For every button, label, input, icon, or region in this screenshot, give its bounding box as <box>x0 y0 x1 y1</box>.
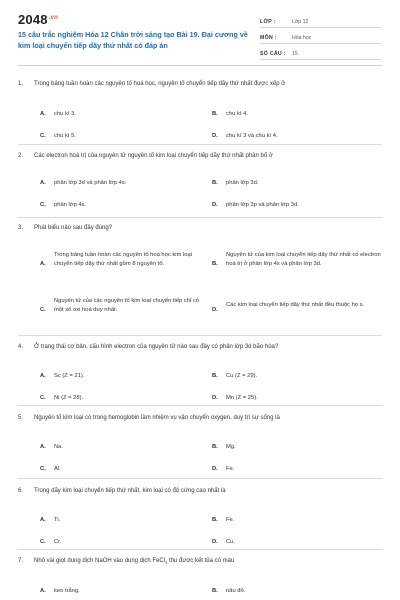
meta-class-key: LỚP : <box>260 19 276 25</box>
option-text: Mn (Z = 25). <box>226 395 258 401</box>
option-letter: D. <box>212 307 218 313</box>
question-text <box>34 557 382 567</box>
option-letter: C. <box>40 466 46 472</box>
question-stem <box>18 487 382 496</box>
question <box>18 414 382 472</box>
option-letter: A. <box>40 261 46 267</box>
option-letter: D. <box>212 202 218 208</box>
meta-class-value: Lớp 12 <box>292 19 309 25</box>
question-text: Trong dãy kim loại chuyển tiếp thứ nhất, kim loại có độ cứng cao nhất là <box>34 488 226 494</box>
option-a[interactable] <box>40 587 200 596</box>
question <box>18 224 382 313</box>
logo-text: 2048 <box>18 12 48 27</box>
option-text: Ti. <box>54 517 61 523</box>
question-number: 3. <box>18 225 24 231</box>
option-c[interactable] <box>40 201 200 210</box>
option-text: chu kì 5. <box>54 133 76 139</box>
option-d[interactable] <box>212 201 382 210</box>
option-a[interactable] <box>40 372 200 381</box>
option-a[interactable] <box>40 251 208 269</box>
option-text: Fe. <box>226 517 235 523</box>
option-text: Trong bảng tuần hoàn các nguyên tố hoá học kim loại chuyển tiếp dãy thứ nhất gồm 8 nguyên tố. <box>54 252 193 267</box>
option-text: keo trắng. <box>54 588 80 595</box>
option-a[interactable] <box>40 179 200 188</box>
option-letter: C. <box>40 307 46 313</box>
option-b[interactable] <box>212 179 382 188</box>
option-c[interactable] <box>40 394 200 403</box>
option-c[interactable] <box>40 297 208 315</box>
question-stem <box>18 343 382 352</box>
option-c[interactable] <box>40 538 200 547</box>
option-text: Nguyên tử của kim loại chuyển tiếp dãy thứ nhất có electron hoá trị ở phân lớp 4s và phân lớp 3d. <box>226 252 381 267</box>
question-number: 2. <box>18 153 24 159</box>
option-letter: A. <box>40 373 46 379</box>
option-letter: B. <box>212 444 218 450</box>
question-number: 7. <box>18 558 24 564</box>
option-text: Fe. <box>226 466 235 472</box>
meta-subject-key: MÔN : <box>260 35 277 41</box>
option-c[interactable] <box>40 132 200 141</box>
option-letter: C. <box>40 395 46 401</box>
option-letter: B. <box>212 588 218 595</box>
option-letter: B. <box>212 517 218 523</box>
question-text-sub: 3 <box>165 560 168 566</box>
option-b[interactable] <box>212 110 382 119</box>
divider <box>18 549 382 550</box>
question-stem <box>18 414 382 423</box>
option-letter: A. <box>40 444 46 450</box>
question-text: Các electron hoá trị của nguyên tử nguyên tố kim loại chuyển tiếp dãy thứ nhất phân bố ở <box>34 153 273 159</box>
option-a[interactable] <box>40 516 200 525</box>
option-letter: B. <box>212 111 218 117</box>
option-d[interactable] <box>212 465 382 474</box>
question-stem <box>18 80 382 89</box>
option-letter: B. <box>212 373 218 379</box>
option-text: phân lớp 3d và phân lớp 4s. <box>54 180 127 186</box>
option-text: chu kì 3. <box>54 111 76 117</box>
option-b[interactable] <box>212 516 382 525</box>
divider <box>18 144 382 145</box>
option-text: phân lớp 3p và phân lớp 3d. <box>226 202 299 208</box>
option-b[interactable] <box>212 443 382 452</box>
option-text: phân lớp 3d. <box>226 180 259 186</box>
question <box>18 557 382 595</box>
option-text: Cr. <box>54 539 62 545</box>
option-text: nâu đỏ. <box>226 588 246 595</box>
logo-suffix: .vn <box>48 14 59 21</box>
question <box>18 152 382 208</box>
option-b[interactable] <box>212 251 382 269</box>
option-text: Al. <box>54 466 61 472</box>
option-d[interactable] <box>212 538 382 547</box>
option-text: Các kim loại chuyển tiếp dãy thứ nhất đều thuộc họ s. <box>226 302 365 308</box>
option-text: Sc (Z = 21). <box>54 373 85 379</box>
option-letter: D. <box>212 133 218 139</box>
question-number: 4. <box>18 344 24 350</box>
question <box>18 80 382 139</box>
option-letter: A. <box>40 111 46 117</box>
option-b[interactable] <box>212 587 382 596</box>
option-text: chu kì 4. <box>226 111 248 117</box>
option-d[interactable] <box>212 301 382 315</box>
header <box>18 0 382 66</box>
option-a[interactable] <box>40 110 200 119</box>
question-number: 5. <box>18 415 24 421</box>
option-b[interactable] <box>212 372 382 381</box>
question-stem <box>18 152 382 161</box>
divider <box>18 478 382 479</box>
question-text: Trong bảng tuần hoàn các nguyên tố hoá học, nguyên tố chuyển tiếp dãy thứ nhất được xếp ở <box>34 81 286 87</box>
question-text: Ở trạng thái cơ bản, cấu hình electron của nguyên tử nào sau đây có phân lớp 3d bão hòa? <box>34 344 279 350</box>
option-text: Na. <box>54 444 64 450</box>
option-letter: B. <box>212 261 218 267</box>
meta-count-row <box>260 46 382 60</box>
site-logo[interactable] <box>18 12 58 27</box>
question-stem <box>18 224 382 233</box>
option-d[interactable] <box>212 394 382 403</box>
meta-count-key: SỐ CÂU : <box>260 51 286 57</box>
question-number: 6. <box>18 488 24 494</box>
question <box>18 487 382 545</box>
meta-subject-value: Hóa học <box>292 35 312 41</box>
option-letter: C. <box>40 133 46 139</box>
document-title: 15 câu trắc nghiệm Hóa 12 Chân trời sáng tạo Bài 19. Đại cương về kim loại chuyển tiếp dãy thứ nhất có đáp án <box>18 30 248 50</box>
question-text: Phát biểu nào sau đây đúng? <box>34 225 113 231</box>
option-text: Ni (Z = 28). <box>54 395 84 401</box>
question-text-post: thu được kết tủa có màu <box>167 558 235 564</box>
option-a[interactable] <box>40 443 200 452</box>
question-number: 1. <box>18 81 24 87</box>
divider <box>18 335 382 336</box>
option-d[interactable] <box>212 132 382 141</box>
option-letter: D. <box>212 395 218 401</box>
question-text: Nguyên tố kim loại có trong hemoglobin làm nhiệm vụ vận chuyển oxygen, duy trì sự sống là <box>34 415 280 421</box>
option-letter: C. <box>40 202 46 208</box>
meta-class-row <box>260 14 382 28</box>
question <box>18 343 382 401</box>
option-text: chu kì 3 và chu kì 4. <box>226 133 278 139</box>
option-c[interactable] <box>40 465 200 474</box>
option-letter: A. <box>40 180 46 186</box>
question-text-pre: Nhỏ vài giọt dung dịch NaOH vào dung dịch FeCl <box>34 558 166 564</box>
option-text: Cu. <box>226 539 236 545</box>
question-stem <box>18 557 382 567</box>
option-letter: A. <box>40 517 46 523</box>
option-letter: A. <box>40 588 46 595</box>
meta-count-value: 15 <box>292 51 298 57</box>
option-text: Cu (Z = 29). <box>226 373 258 379</box>
divider <box>18 217 382 218</box>
option-letter: B. <box>212 180 218 186</box>
divider <box>18 405 382 406</box>
option-letter: C. <box>40 539 46 545</box>
options <box>34 89 382 139</box>
option-letter: D. <box>212 539 218 545</box>
option-text: Mg. <box>226 444 236 450</box>
option-text: phân lớp 4s. <box>54 202 87 208</box>
option-text: Nguyên tử của các nguyên tố kim loại chuyển tiếp chỉ có một số oxi hoá duy nhất. <box>54 298 200 313</box>
option-letter: D. <box>212 466 218 472</box>
document-meta <box>260 14 382 62</box>
meta-subject-row <box>260 30 382 44</box>
